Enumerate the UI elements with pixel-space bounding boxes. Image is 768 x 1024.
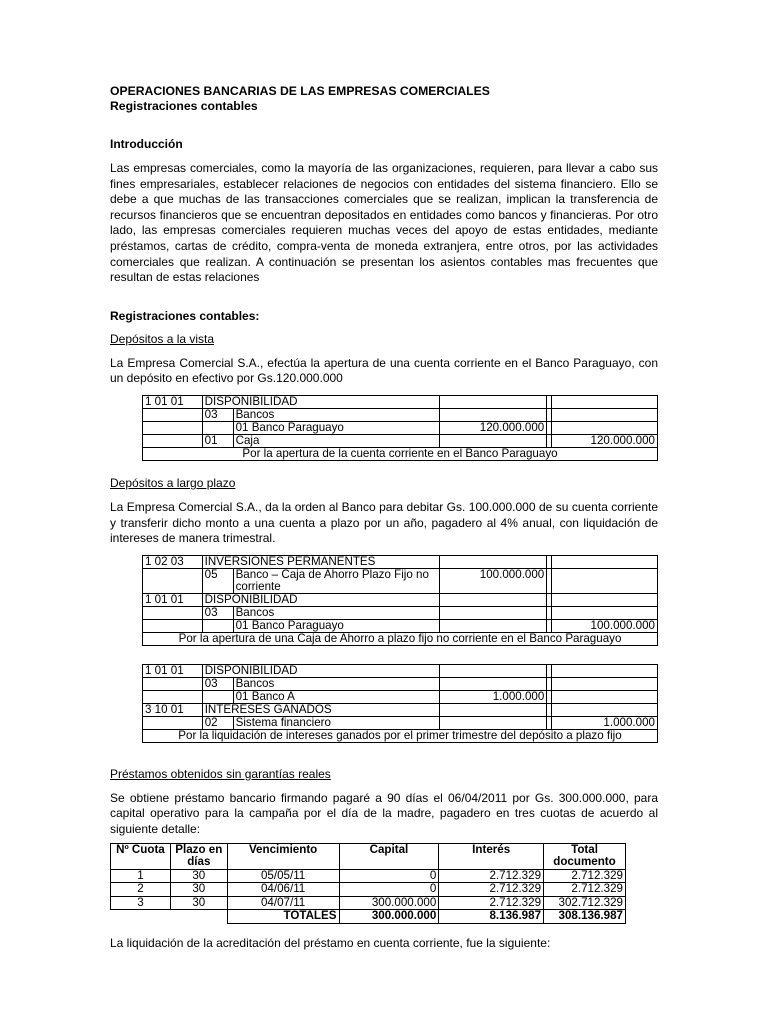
loan-cell: 1 bbox=[111, 869, 171, 883]
ledger-cell bbox=[552, 703, 658, 716]
ledger-row bbox=[143, 434, 658, 447]
account-name: DISPONIBILIDAD bbox=[202, 664, 439, 677]
ledger-amount: 100.000.000 bbox=[439, 568, 547, 593]
depositos-vista-heading: Depósitos a la vista bbox=[110, 331, 215, 346]
loan-total-value: 8.136.987 bbox=[439, 910, 544, 924]
ledger-amount: 1.000.000 bbox=[439, 690, 547, 703]
loan-totals-row bbox=[111, 910, 626, 924]
ledger-note: Por la apertura de una Caja de Ahorro a plazo fijo no corriente en el Banco Paraguayo bbox=[143, 632, 658, 645]
account-name: Banco – Caja de Ahorro Plazo Fijo no corriente bbox=[233, 568, 439, 593]
account-code bbox=[143, 690, 203, 703]
ledger-row bbox=[143, 619, 658, 632]
ledger-amount bbox=[552, 606, 658, 619]
loan-cell: 2.712.329 bbox=[439, 869, 544, 883]
account-code: 1 01 01 bbox=[143, 593, 203, 606]
ledger-amount: 1.000.000 bbox=[552, 716, 658, 729]
loan-cell: 2.712.329 bbox=[544, 883, 626, 897]
ledger-table-vista bbox=[142, 395, 658, 461]
ledger-row bbox=[143, 677, 658, 690]
ledger-amount: 100.000.000 bbox=[552, 619, 658, 632]
account-name: DISPONIBILIDAD bbox=[202, 593, 439, 606]
ledger-note: Por la apertura de la cuenta corriente en el Banco Paraguayo bbox=[143, 447, 658, 460]
loan-schedule-table bbox=[110, 843, 626, 924]
ledger-row bbox=[143, 703, 658, 716]
loan-cell: 30 bbox=[170, 869, 227, 883]
account-name: INVERSIONES PERMANENTES bbox=[202, 555, 439, 568]
ledger-cell bbox=[439, 664, 547, 677]
intro-paragraph: Las empresas comerciales, como la mayoría de las organizaciones, requieren, para llevar a cabo sus fines empresariales, establecer relaciones de negocios con entidades del sistema financiero. Ello se debe a que muchas de las transacciones comerciales que se realizan, implican la transferencia de recursos financieros que se encuentran depositados en entidades como bancos y financieras. Por otro lado, las empresas comerciales requieren muchas veces del apoyo de estas entidades, mediante préstamos, cartas de crédito, compra-venta de moneda extranjera, entre otros, por las actividades comerciales que realizan. A continuación se presentan los asientos contables mas frecuentes que resultan de estas relaciones bbox=[110, 161, 658, 285]
ledger-table-plazo-apertura bbox=[142, 555, 658, 646]
subaccount-code: 05 bbox=[202, 568, 233, 593]
ledger-row bbox=[143, 421, 658, 434]
subaccount-code: 03 bbox=[202, 606, 233, 619]
ledger-cell bbox=[439, 593, 547, 606]
loan-cell: 300.000.000 bbox=[339, 896, 439, 910]
ledger-row bbox=[143, 664, 658, 677]
ledger-row bbox=[143, 555, 658, 568]
loan-cell: 05/05/11 bbox=[227, 869, 339, 883]
account-code bbox=[143, 434, 203, 447]
account-name: Bancos bbox=[233, 408, 439, 421]
account-name: Caja bbox=[233, 434, 439, 447]
account-code bbox=[143, 716, 203, 729]
ledger-amount bbox=[552, 421, 658, 434]
account-name: INTERESES GANADOS bbox=[202, 703, 439, 716]
ledger-row bbox=[143, 593, 658, 606]
ledger-cell bbox=[552, 555, 658, 568]
loan-cell: 302.712.329 bbox=[544, 896, 626, 910]
account-code bbox=[143, 568, 203, 593]
loan-column-header: Capital bbox=[339, 843, 439, 869]
account-code bbox=[143, 606, 203, 619]
loan-row bbox=[111, 883, 626, 897]
ledger-amount bbox=[552, 408, 658, 421]
ledger-note: Por la liquidación de intereses ganados por el primer trimestre del depósito a plazo fijo bbox=[143, 729, 658, 742]
account-code bbox=[143, 421, 203, 434]
loan-column-header: Nº Cuota bbox=[111, 843, 171, 869]
ledger-amount bbox=[439, 716, 547, 729]
account-code bbox=[143, 619, 203, 632]
account-code: 3 10 01 bbox=[143, 703, 203, 716]
ledger-row bbox=[143, 408, 658, 421]
loan-totals-label: TOTALES bbox=[227, 910, 339, 924]
loan-cell: 3 bbox=[111, 896, 171, 910]
document-subtitle: Registraciones contables bbox=[110, 99, 258, 113]
account-code: 1 01 01 bbox=[143, 664, 203, 677]
ledger-note-row bbox=[143, 729, 658, 742]
ledger-table-plazo-intereses bbox=[142, 664, 658, 743]
ledger-row bbox=[143, 690, 658, 703]
loan-column-header: Total documento bbox=[544, 843, 626, 869]
subaccount-code bbox=[202, 421, 233, 434]
loan-total-value: 308.136.987 bbox=[544, 910, 626, 924]
depositos-vista-paragraph: La Empresa Comercial S.A., efectúa la apertura de una cuenta corriente en el Banco Paraguayo, con un depósito en efectivo por Gs.120.000.000 bbox=[110, 355, 658, 386]
loan-total-value: 300.000.000 bbox=[339, 910, 439, 924]
account-code bbox=[143, 677, 203, 690]
loan-cell: 30 bbox=[170, 883, 227, 897]
account-name: Sistema financiero bbox=[233, 716, 439, 729]
subaccount-code bbox=[202, 690, 233, 703]
depositos-plazo-paragraph: La Empresa Comercial S.A., da la orden al Banco para debitar Gs. 100.000.000 de su cuenta corriente y transferir dicho monto a una cuenta a plazo por un año, pagadero al 4% anual, con liquidación de intereses de manera trimestral. bbox=[110, 499, 658, 546]
ledger-amount bbox=[439, 434, 547, 447]
loan-row bbox=[111, 869, 626, 883]
subaccount-code: 03 bbox=[202, 677, 233, 690]
loan-cell: 0 bbox=[339, 883, 439, 897]
ledger-cell bbox=[552, 395, 658, 408]
ledger-amount bbox=[439, 677, 547, 690]
ledger-row bbox=[143, 606, 658, 619]
account-name: Bancos bbox=[233, 677, 439, 690]
ledger-amount bbox=[552, 677, 658, 690]
loan-cell: 04/07/11 bbox=[227, 896, 339, 910]
ledger-note-row bbox=[143, 447, 658, 460]
loan-column-header: Interés bbox=[439, 843, 544, 869]
prestamos-closing-paragraph: La liquidación de la acreditación del préstamo en cuenta corriente, fue la siguiente: bbox=[110, 935, 551, 950]
loan-cell: 30 bbox=[170, 896, 227, 910]
account-code: 1 01 01 bbox=[143, 395, 203, 408]
ledger-cell bbox=[552, 593, 658, 606]
loan-column-header: Vencimiento bbox=[227, 843, 339, 869]
ledger-cell bbox=[552, 664, 658, 677]
loan-cell: 2.712.329 bbox=[439, 883, 544, 897]
prestamos-paragraph: Se obtiene préstamo bancario firmando pagaré a 90 días el 06/04/2011 por Gs. 300.000.000, para capital operativo para la campaña por el día de la madre, pagadero en tres cuotas de acuerdo al siguiente detalle: bbox=[110, 790, 658, 836]
document-page bbox=[110, 84, 658, 951]
account-code: 1 02 03 bbox=[143, 555, 203, 568]
ledger-amount: 120.000.000 bbox=[552, 434, 658, 447]
account-name: 01 Banco Paraguayo bbox=[233, 619, 439, 632]
subaccount-code: 03 bbox=[202, 408, 233, 421]
account-name: 01 Banco A bbox=[233, 690, 439, 703]
loan-cell: 04/06/11 bbox=[227, 883, 339, 897]
ledger-amount bbox=[552, 568, 658, 593]
subaccount-code: 02 bbox=[202, 716, 233, 729]
account-name: Bancos bbox=[233, 606, 439, 619]
ledger-amount: 120.000.000 bbox=[439, 421, 547, 434]
ledger-amount bbox=[439, 408, 547, 421]
loan-cell: 0 bbox=[339, 869, 439, 883]
ledger-cell bbox=[439, 703, 547, 716]
depositos-plazo-heading: Depósitos a largo plazo bbox=[110, 475, 236, 490]
ledger-cell bbox=[439, 395, 547, 408]
account-name: 01 Banco Paraguayo bbox=[233, 421, 439, 434]
ledger-row bbox=[143, 395, 658, 408]
ledger-row bbox=[143, 716, 658, 729]
loan-cell: 2.712.329 bbox=[439, 896, 544, 910]
ledger-amount bbox=[439, 619, 547, 632]
account-code bbox=[143, 408, 203, 421]
loan-row bbox=[111, 896, 626, 910]
subaccount-code bbox=[202, 619, 233, 632]
subaccount-code: 01 bbox=[202, 434, 233, 447]
account-name: DISPONIBILIDAD bbox=[202, 395, 439, 408]
ledger-amount bbox=[439, 606, 547, 619]
intro-heading: Introducción bbox=[110, 137, 183, 151]
document-title: OPERACIONES BANCARIAS DE LAS EMPRESAS COMERCIALES bbox=[110, 84, 490, 98]
ledger-row bbox=[143, 568, 658, 593]
registraciones-heading: Registraciones contables: bbox=[110, 308, 260, 323]
loan-cell: 2.712.329 bbox=[544, 869, 626, 883]
loan-column-header: Plazo en días bbox=[170, 843, 227, 869]
ledger-amount bbox=[552, 690, 658, 703]
ledger-cell bbox=[439, 555, 547, 568]
loan-cell: 2 bbox=[111, 883, 171, 897]
ledger-note-row bbox=[143, 632, 658, 645]
prestamos-heading: Préstamos obtenidos sin garantías reales bbox=[110, 766, 331, 781]
loan-totals-blank bbox=[111, 910, 228, 924]
